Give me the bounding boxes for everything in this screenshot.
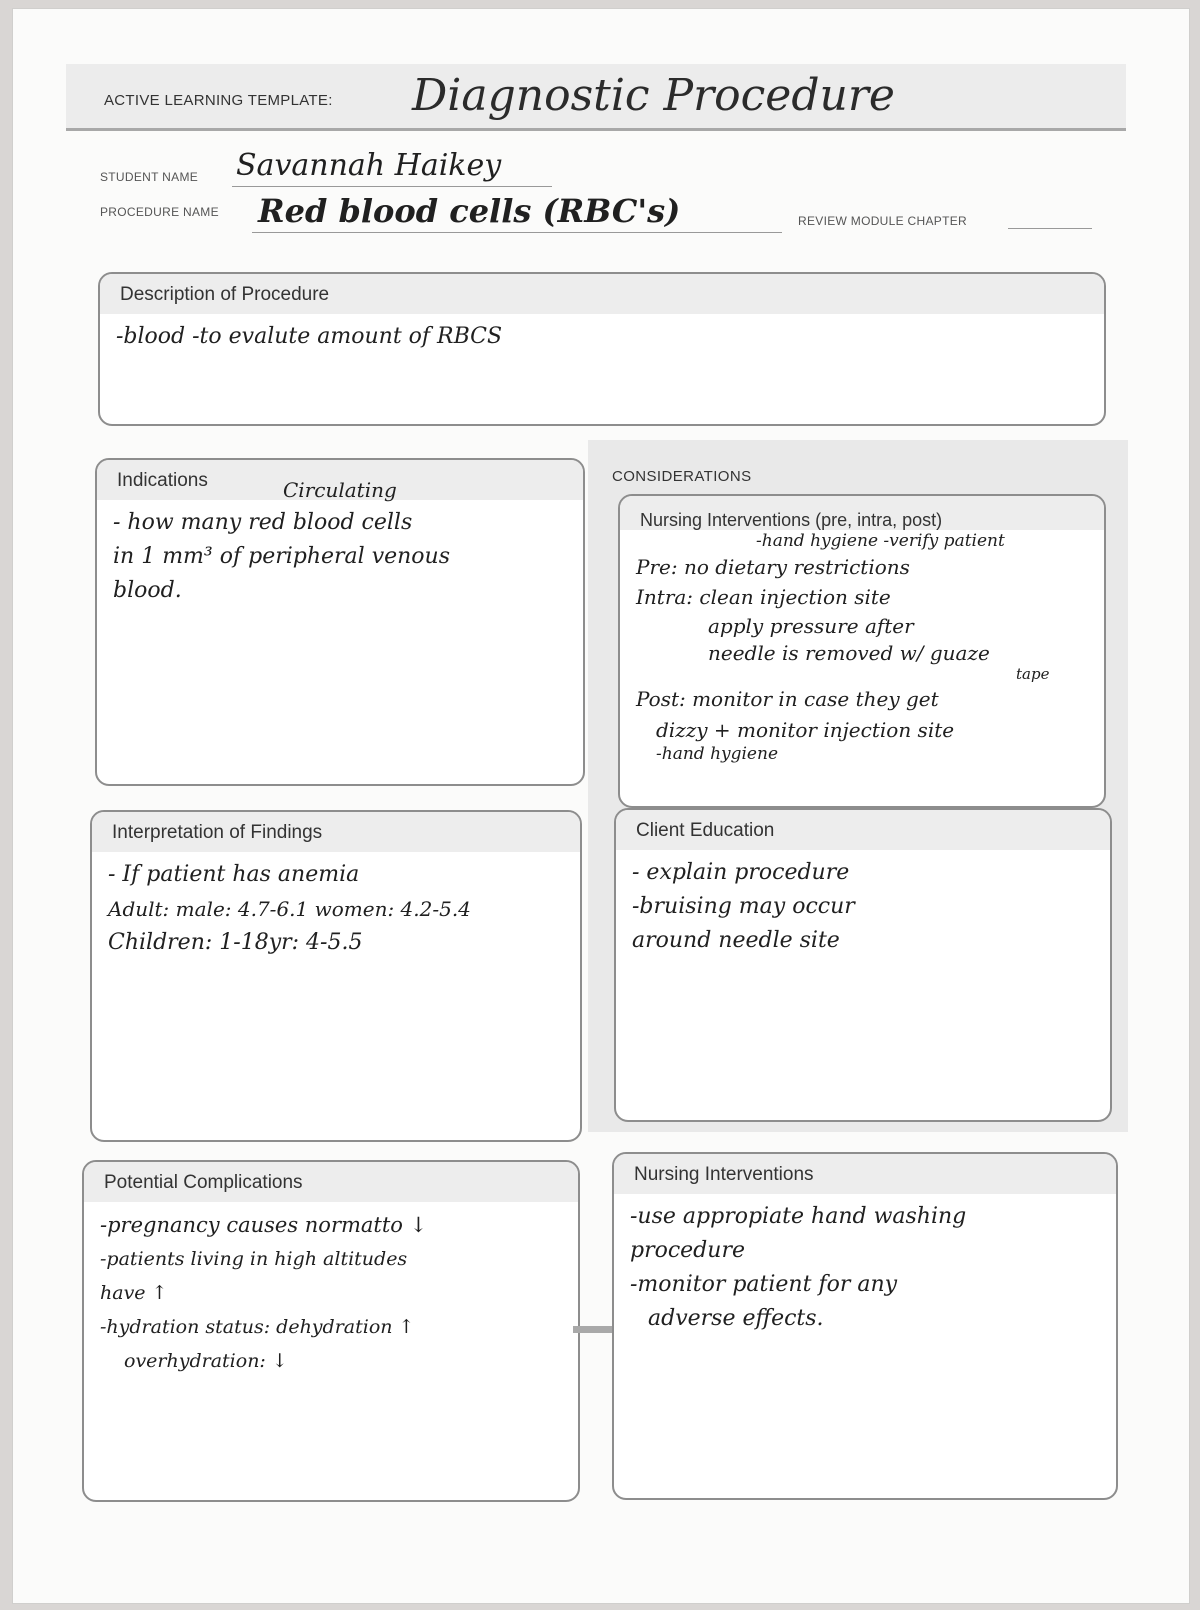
box-connector xyxy=(573,1326,613,1333)
nursing-interventions-pip-box xyxy=(618,494,1106,808)
nursing-interventions-box xyxy=(612,1152,1118,1500)
complications-line: -pregnancy causes normatto ↓ xyxy=(100,1213,428,1237)
client-education-line: -bruising may occur xyxy=(632,894,855,919)
indications-line: - how many red blood cells xyxy=(113,510,413,535)
nursing-pip-line: dizzy + monitor injection site xyxy=(656,718,955,742)
indications-title: Indications xyxy=(97,460,583,500)
indications-box xyxy=(95,458,585,786)
procedure-name-value: Red blood cells (RBC's) xyxy=(258,192,681,230)
student-name-label: STUDENT NAME xyxy=(100,170,199,184)
nursing-pip-line: tape xyxy=(1016,665,1050,683)
nursing-pip-line: -hand hygiene xyxy=(656,744,779,764)
student-name-rule xyxy=(232,186,552,187)
nursing-interventions-title: Nursing Interventions xyxy=(614,1154,1116,1194)
nursing-pip-line: Pre: no dietary restrictions xyxy=(636,555,910,579)
nursing-pip-line: -hand hygiene -verify patient xyxy=(756,531,1005,551)
interpretation-line: Children: 1-18yr: 4-5.5 xyxy=(108,930,363,955)
complications-box xyxy=(82,1160,580,1502)
review-module-label: REVIEW MODULE CHAPTER xyxy=(798,214,967,228)
nursing-pip-line: apply pressure after xyxy=(708,614,914,638)
complications-line: overhydration: ↓ xyxy=(124,1350,288,1372)
complications-title: Potential Complications xyxy=(84,1162,578,1202)
nursing-pip-line: Intra: clean injection site xyxy=(636,585,891,609)
template-header xyxy=(66,64,1126,131)
nursing-pip-line: Post: monitor in case they get xyxy=(636,687,939,711)
description-line: -blood -to evalute amount of RBCS xyxy=(116,324,503,349)
template-prefix-label: ACTIVE LEARNING TEMPLATE: xyxy=(104,92,333,109)
indications-annotation: Circulating xyxy=(283,478,397,502)
nursing-interventions-line: procedure xyxy=(630,1238,745,1263)
client-education-line: - explain procedure xyxy=(632,860,850,885)
nursing-pip-line: needle is removed w/ guaze xyxy=(708,641,990,665)
indications-line: in 1 mm³ of peripheral venous xyxy=(113,544,451,569)
description-title: Description of Procedure xyxy=(100,274,1104,314)
complications-line: -hydration status: dehydration ↑ xyxy=(100,1316,415,1338)
interpretation-box xyxy=(90,810,582,1142)
interpretation-title: Interpretation of Findings xyxy=(92,812,580,852)
review-module-rule xyxy=(1008,228,1092,229)
description-box xyxy=(98,272,1106,426)
considerations-label: CONSIDERATIONS xyxy=(612,468,752,485)
interpretation-line: - If patient has anemia xyxy=(108,862,360,887)
complications-line: -patients living in high altitudes xyxy=(100,1248,408,1270)
nursing-interventions-line: -monitor patient for any xyxy=(630,1272,898,1297)
client-education-line: around needle site xyxy=(632,928,840,953)
nursing-interventions-pip-title: Nursing Interventions (pre, intra, post) xyxy=(620,496,1104,530)
nursing-interventions-line: adverse effects. xyxy=(648,1306,824,1331)
client-education-box xyxy=(614,808,1112,1122)
procedure-name-rule xyxy=(252,232,782,233)
nursing-interventions-line: -use appropiate hand washing xyxy=(630,1204,967,1229)
client-education-title: Client Education xyxy=(616,810,1110,850)
interpretation-line: Adult: male: 4.7-6.1 women: 4.2-5.4 xyxy=(108,897,471,921)
student-name-value: Savannah Haikey xyxy=(236,148,502,183)
complications-line: have ↑ xyxy=(100,1282,168,1304)
indications-line: blood. xyxy=(113,578,182,603)
template-title: Diagnostic Procedure xyxy=(412,70,895,121)
procedure-name-label: PROCEDURE NAME xyxy=(100,205,219,219)
